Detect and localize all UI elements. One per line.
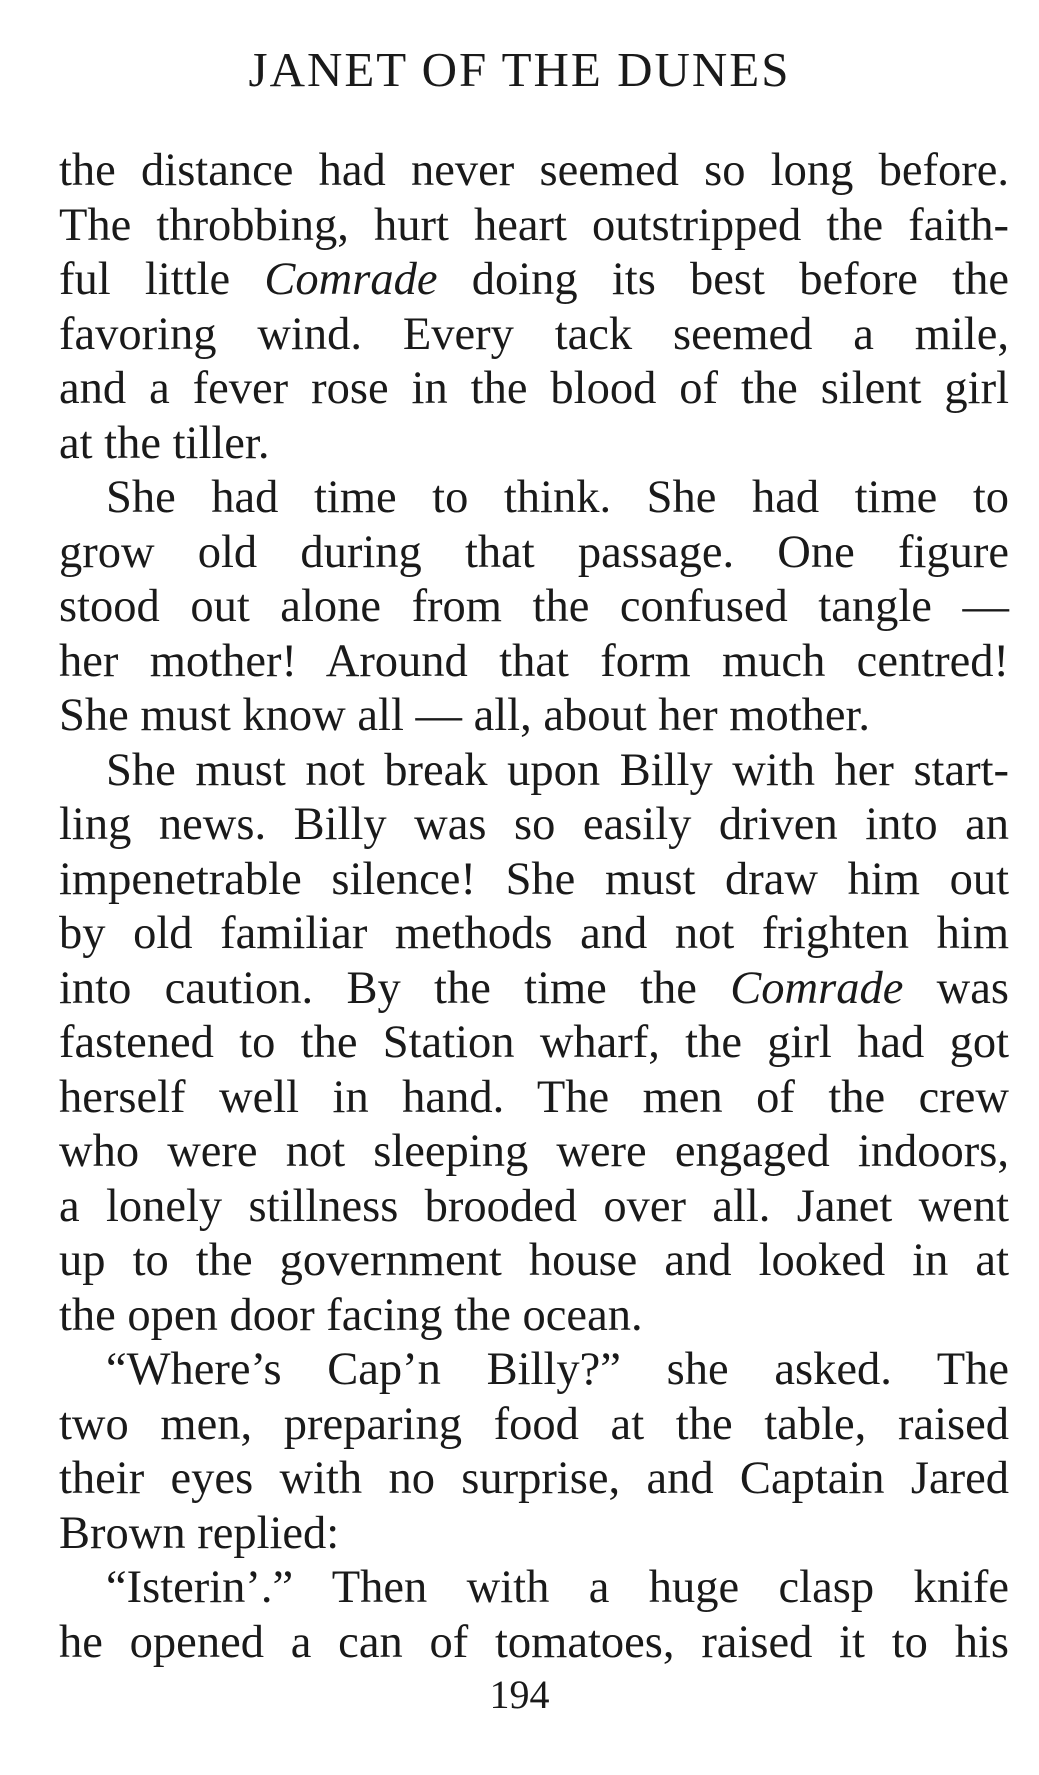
text-line: he opened a can of tomatoes, raised it to his bbox=[59, 1616, 1009, 1668]
paragraph bbox=[59, 471, 1009, 744]
text-line: grow old during that passage. One figure bbox=[59, 526, 1009, 578]
paragraph bbox=[59, 744, 1009, 1344]
text-line: She must know all — all, about her mother. bbox=[59, 690, 871, 741]
text-line: “Where’s Cap’n Billy?” she asked. The bbox=[106, 1344, 1009, 1395]
text-line: The throbbing, hurt heart outstripped the faith- bbox=[59, 199, 1009, 251]
text-line: her mother! Around that form much centred! bbox=[59, 635, 1009, 687]
paragraph bbox=[59, 1343, 1009, 1561]
text-line: two men, preparing food at the table, raised bbox=[59, 1398, 1009, 1450]
text-line: and a fever rose in the blood of the silent girl bbox=[59, 363, 1009, 414]
paragraph bbox=[59, 144, 1009, 471]
text-line: their eyes with no surprise, and Captain Jared bbox=[59, 1453, 1009, 1504]
paragraph bbox=[59, 1561, 1009, 1670]
text-line: favoring wind. Every tack seemed a mile, bbox=[59, 308, 1009, 360]
text-line: herself well in hand. The men of the crew bbox=[59, 1071, 1009, 1123]
body-text bbox=[59, 144, 1009, 1670]
text-line: the open door facing the ocean. bbox=[59, 1289, 643, 1341]
text-line: who were not sleeping were engaged indoors, bbox=[59, 1126, 1009, 1177]
running-head: JANET OF THE DUNES bbox=[248, 42, 791, 97]
text-line: up to the government house and looked in at bbox=[59, 1235, 1009, 1286]
text-line: ful little Comrade doing its best before the bbox=[59, 254, 1009, 305]
text-line: by old familiar methods and not frighten him bbox=[59, 908, 1009, 959]
text-line: at the tiller. bbox=[59, 417, 270, 469]
text-line: She must not break upon Billy with her start- bbox=[106, 744, 1009, 796]
text-line: fastened to the Station wharf, the girl had got bbox=[59, 1017, 1009, 1068]
page-number: 194 bbox=[489, 1672, 550, 1717]
text-line: ling news. Billy was so easily driven into an bbox=[59, 799, 1009, 850]
text-line: stood out alone from the confused tangle — bbox=[59, 581, 1009, 632]
text-line: a lonely stillness brooded over all. Janet went bbox=[59, 1180, 1009, 1232]
text-line: impenetrable silence! She must draw him out bbox=[59, 853, 1009, 905]
text-line: the distance had never seemed so long before. bbox=[59, 145, 1009, 196]
text-line: into caution. By the time the Comrade was bbox=[59, 962, 1009, 1014]
text-line: She had time to think. She had time to bbox=[106, 472, 1009, 523]
text-line: Brown replied: bbox=[59, 1507, 340, 1559]
text-line: “Isterin’.” Then with a huge clasp knife bbox=[106, 1562, 1009, 1613]
